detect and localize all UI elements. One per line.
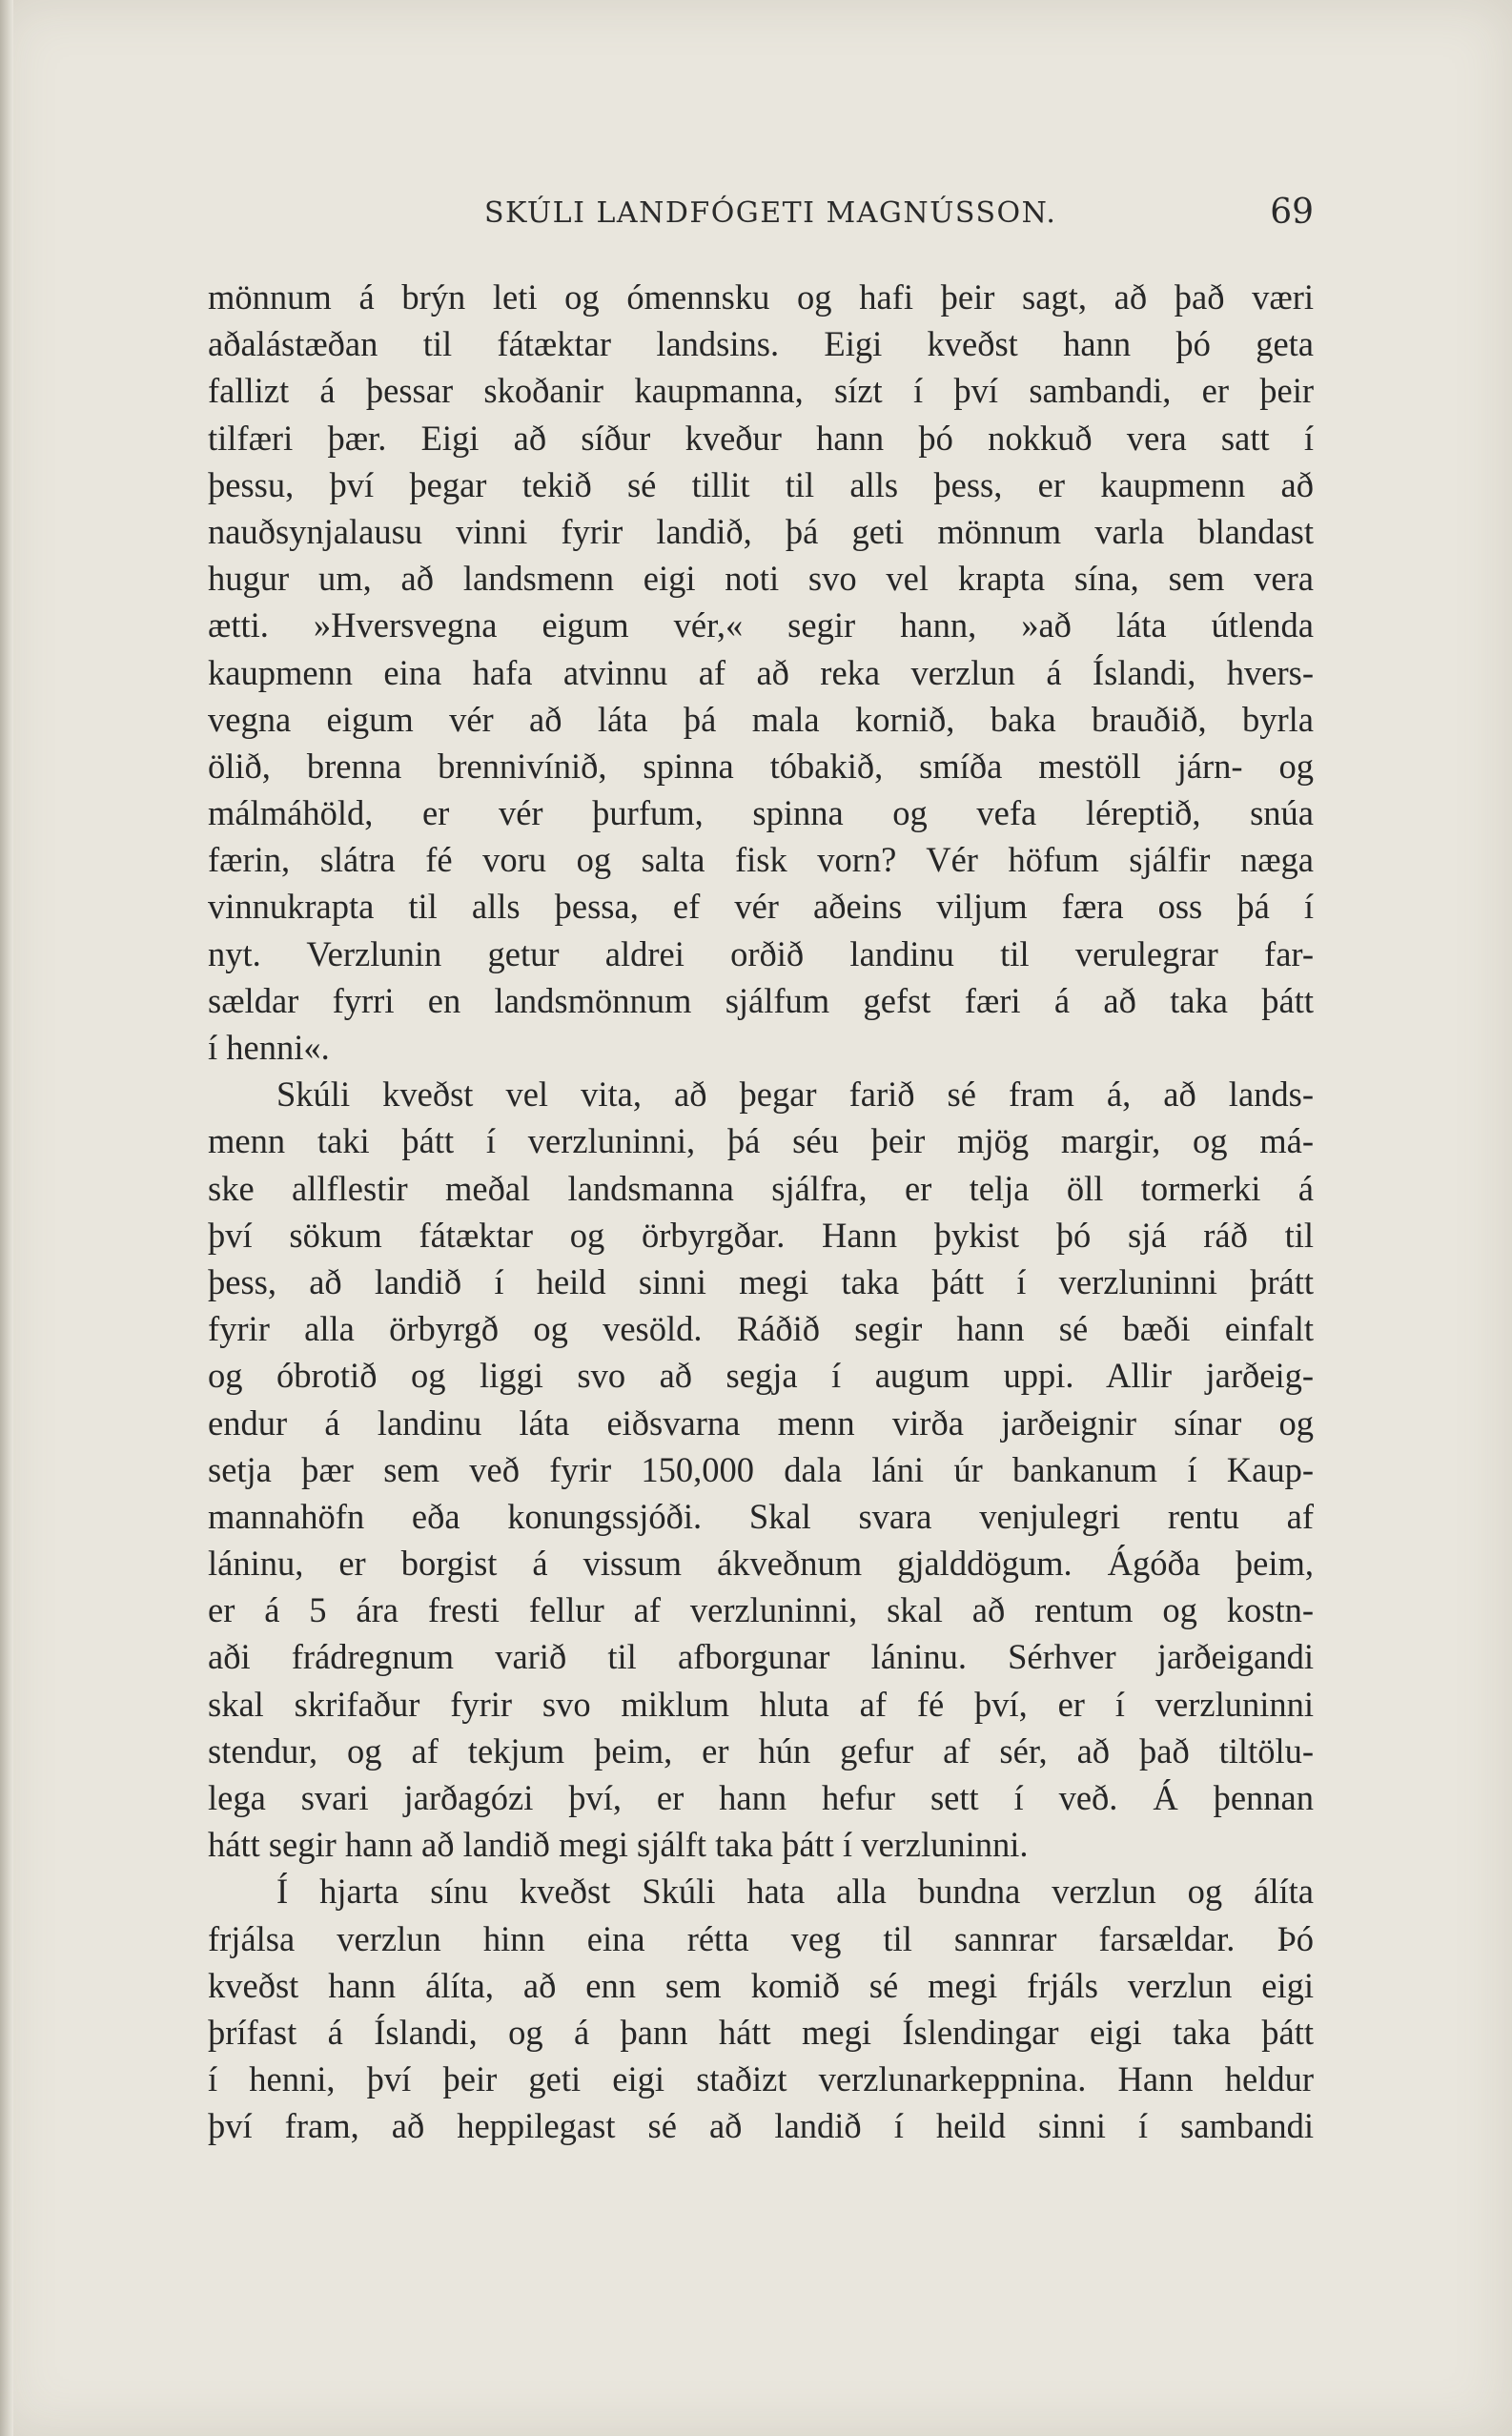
text-line: menn taki þátt í verzluninni, þá séu þeir mjög margir, og má-: [208, 1121, 1314, 1161]
text-line: hugur um, að landsmenn eigi noti svo vel krapta sína, sem vera: [208, 559, 1314, 599]
text-line: í henni, því þeir geti eigi staðizt verzlunarkeppnina. Hann heldur: [208, 2059, 1314, 2099]
text-line: hátt segir hann að landið megi sjálft taka þátt í verzluninni.: [208, 1825, 1029, 1865]
text-line: stendur, og af tekjum þeim, er hún gefur af sér, að það tiltölu-: [208, 1730, 1314, 1771]
text-line: fallizt á þessar skoðanir kaupmanna, sízt í því sambandi, er þeir: [208, 371, 1314, 411]
text-line: ölið, brenna brennivínið, spinna tóbakið, smíða mestöll járn- og: [208, 746, 1314, 786]
text-line: ske allflestir meðal landsmanna sjálfra, er telja öll tormerki á: [208, 1168, 1314, 1208]
text-line: vegna eigum vér að láta þá mala kornið, baka brauðið, byrla: [208, 699, 1314, 739]
page-edge-shadow: [0, 0, 13, 2436]
text-line: skal skrifaður fyrir svo miklum hluta af fé því, er í verzluninni: [208, 1684, 1314, 1724]
text-line: endur á landinu láta eiðsvarna menn virða jarðeignir sínar og: [208, 1402, 1314, 1443]
text-line: kaupmenn eina hafa atvinnu af að reka verzlun á Íslandi, hvers-: [208, 652, 1314, 692]
text-line: kveðst hann álíta, að enn sem komið sé megi frjáls verzlun eigi: [208, 1965, 1314, 2005]
text-line: setja þær sem veð fyrir 150,000 dala láni úr bankanum í Kaup-: [208, 1449, 1314, 1489]
text-line: fyrir alla örbyrgð og vesöld. Ráðið segir hann sé bæði einfalt: [208, 1309, 1314, 1349]
page-number: 69: [1270, 193, 1314, 232]
text-line: í henni«.: [208, 1028, 330, 1067]
text-line: Skúli kveðst vel vita, að þegar farið sé fram á, að lands-: [276, 1075, 1314, 1115]
text-line: er á 5 ára fresti fellur af verzluninni, skal að rentum og kostn-: [208, 1590, 1314, 1630]
text-line: færin, slátra fé voru og salta fisk vorn? Vér höfum sjálfir næga: [208, 840, 1314, 880]
running-title: SKÚLI LANDFÓGETI MAGNÚSSON.: [484, 196, 1057, 230]
text-line: Í hjarta sínu kveðst Skúli hata alla bundna verzlun og álíta: [276, 1872, 1314, 1912]
page-header: [208, 193, 1314, 244]
text-line: þess, að landið í heild sinni megi taka þátt í verzluninni þrátt: [208, 1261, 1314, 1301]
text-line: frjálsa verzlun hinn eina rétta veg til sannrar farsældar. Þó: [208, 1918, 1314, 1958]
text-line: vinnukrapta til alls þessa, ef vér aðeins viljum færa oss þá í: [208, 887, 1314, 927]
text-line: mönnum á brýn leti og ómennsku og hafi þeir sagt, að það væri: [208, 277, 1314, 317]
text-line: ætti. »Hversvegna eigum vér,« segir hann, »að láta útlenda: [208, 605, 1314, 645]
body-text: [208, 274, 1314, 2150]
text-line: lega svari jarðagózi því, er hann hefur sett í veð. Á þennan: [208, 1778, 1314, 1817]
text-line: aðalástæðan til fátæktar landsins. Eigi kveðst hann þó geta: [208, 324, 1314, 364]
text-line: tilfæri þær. Eigi að síður kveður hann þó nokkuð vera satt í: [208, 418, 1314, 458]
text-line: þessu, því þegar tekið sé tillit til alls þess, er kaupmenn að: [208, 464, 1314, 504]
text-line: því fram, að heppilegast sé að landið í heild sinni í sambandi: [208, 2106, 1314, 2146]
text-line: nauðsynjalausu vinni fyrir landið, þá geti mönnum varla blandast: [208, 511, 1314, 551]
text-line: málmáhöld, er vér þurfum, spinna og vefa léreptið, snúa: [208, 793, 1314, 833]
text-line: láninu, er borgist á vissum ákveðnum gjalddögum. Ágóða þeim,: [208, 1544, 1314, 1584]
text-line: sældar fyrri en landsmönnum sjálfum gefst færi á að taka þátt: [208, 980, 1314, 1020]
text-line: því sökum fátæktar og örbyrgðar. Hann þykist þó sjá ráð til: [208, 1215, 1314, 1255]
text-line: og óbrotið og liggi svo að segja í augum uppi. Allir jarðeig-: [208, 1356, 1314, 1396]
text-line: þrífast á Íslandi, og á þann hátt megi Íslendingar eigi taka þátt: [208, 2012, 1314, 2052]
text-line: mannahöfn eða konungssjóði. Skal svara venjulegri rentu af: [208, 1496, 1314, 1536]
text-line: aði frádregnum varið til afborgunar láninu. Sérhver jarðeigandi: [208, 1637, 1314, 1677]
text-line: nyt. Verzlunin getur aldrei orðið landinu til verulegrar far-: [208, 933, 1314, 973]
